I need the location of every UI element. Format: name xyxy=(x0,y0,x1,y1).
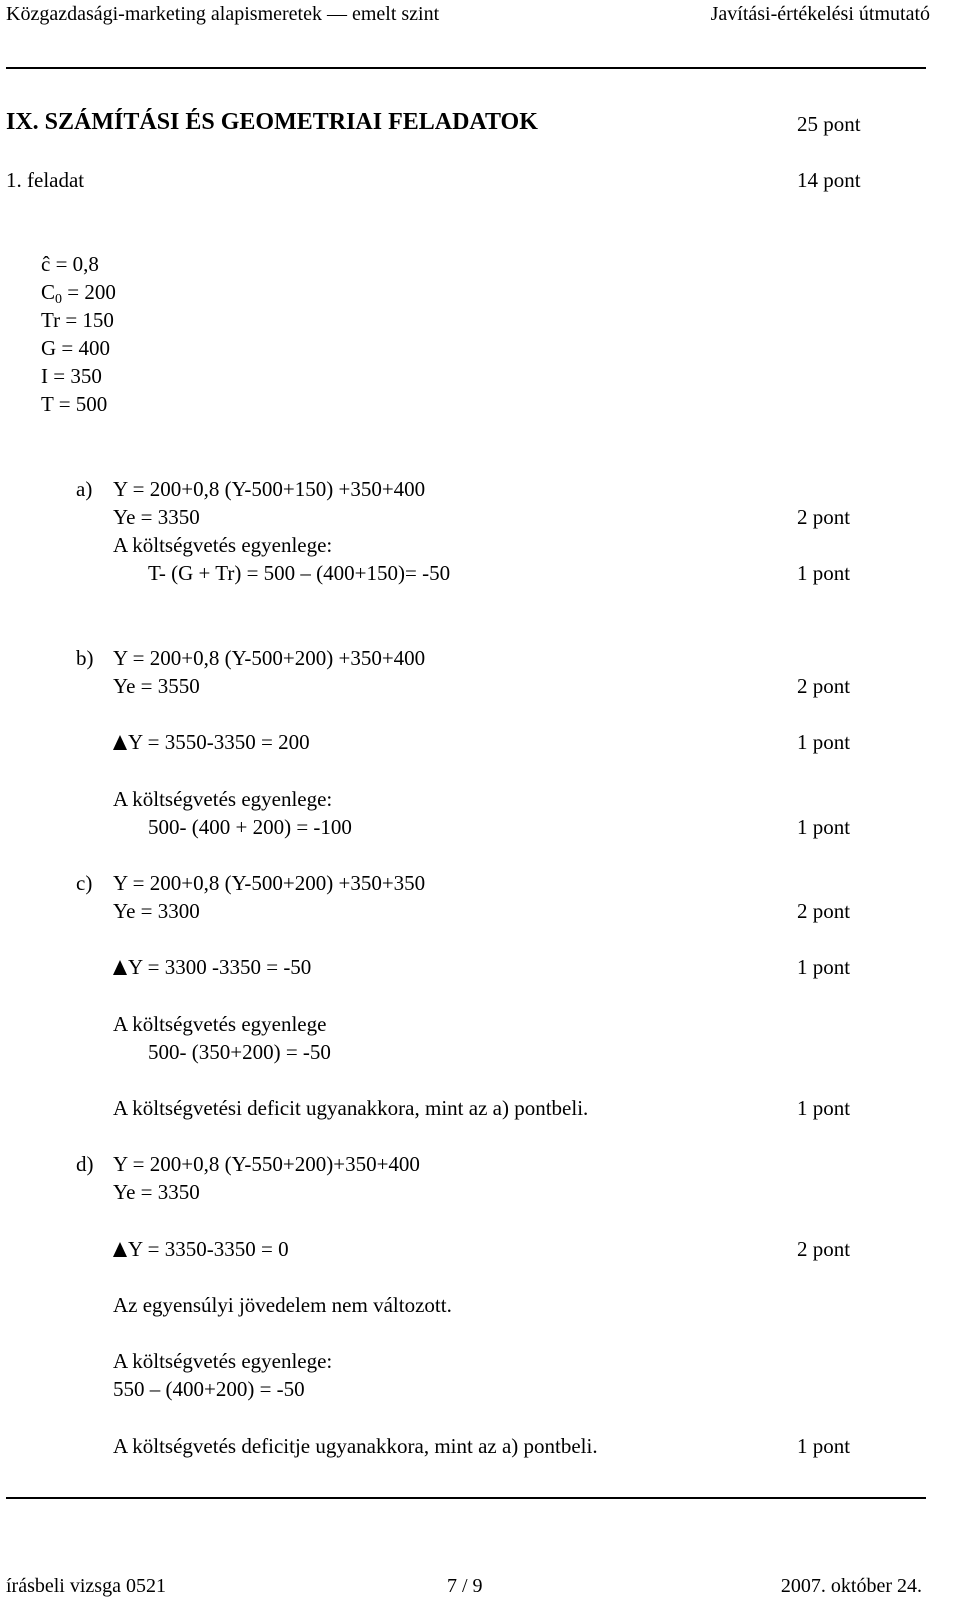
part-c-line2: Ye = 3300 xyxy=(113,899,200,923)
footer-date: 2007. október 24. xyxy=(780,1575,922,1597)
part-d-delta-line xyxy=(113,1235,289,1263)
part-d-points2: 1 pont xyxy=(797,1434,851,1458)
given-c-hat: ĉ = 0,8 xyxy=(41,252,99,276)
given-tr: Tr = 150 xyxy=(41,308,114,332)
part-d-marker: d) xyxy=(76,1152,94,1176)
part-d-line4: A költségvetés egyenlege: xyxy=(113,1349,333,1373)
part-a-points2: 1 pont xyxy=(797,561,851,585)
part-c-line1: Y = 200+0,8 (Y-500+200) +350+350 xyxy=(113,871,426,895)
part-d-line1: Y = 200+0,8 (Y-550+200)+350+400 xyxy=(113,1152,420,1176)
part-b-points2: 1 pont xyxy=(797,730,851,754)
footer-rule xyxy=(6,1497,926,1499)
part-b-line2: Ye = 3550 xyxy=(113,674,200,698)
footer-page-number: 7 / 9 xyxy=(447,1575,483,1597)
section-points: 25 pont xyxy=(797,112,861,136)
part-c-delta-line xyxy=(113,953,311,981)
part-c-line3: A költségvetés egyenlege xyxy=(113,1012,327,1036)
header-right: Javítási-értékelési útmutató xyxy=(710,3,930,25)
footer-left: írásbeli vizsga 0521 xyxy=(6,1575,166,1597)
header-rule xyxy=(6,67,926,69)
given-t: T = 500 xyxy=(41,392,108,416)
part-b-points1: 2 pont xyxy=(797,674,851,698)
part-c-line5: A költségvetési deficit ugyanakkora, mint az a) pontbeli. xyxy=(113,1096,589,1120)
part-c-points3: 1 pont xyxy=(797,1096,851,1120)
part-b-marker: b) xyxy=(76,646,94,670)
given-g: G = 400 xyxy=(41,336,111,360)
part-a-line4: T- (G + Tr) = 500 – (400+150)= -50 xyxy=(148,561,451,585)
part-a-line2: Ye = 3350 xyxy=(113,505,200,529)
delta-icon xyxy=(113,735,127,750)
part-b-line1: Y = 200+0,8 (Y-500+200) +350+400 xyxy=(113,646,426,670)
c0-value: = 200 xyxy=(62,280,116,304)
part-b-delta-line xyxy=(113,728,310,756)
part-d-line6: A költségvetés deficitje ugyanakkora, mint az a) pontbeli. xyxy=(113,1434,598,1458)
part-b-line3: A költségvetés egyenlege: xyxy=(113,787,333,811)
c0-subscript: 0 xyxy=(55,292,63,307)
part-d-line5: 550 – (400+200) = -50 xyxy=(113,1377,305,1401)
section-title: IX. SZÁMÍTÁSI ÉS GEOMETRIAI FELADATOK xyxy=(6,109,538,135)
task-points: 14 pont xyxy=(797,168,861,192)
part-c-delta-text: Y = 3300 -3350 = -50 xyxy=(128,955,312,979)
delta-icon xyxy=(113,960,127,975)
part-c-line4: 500- (350+200) = -50 xyxy=(148,1040,331,1064)
part-d-line3: Az egyensúlyi jövedelem nem változott. xyxy=(113,1293,452,1317)
part-d-delta-text: Y = 3350-3350 = 0 xyxy=(128,1237,289,1261)
part-c-points2: 1 pont xyxy=(797,955,851,979)
part-a-marker: a) xyxy=(76,477,93,501)
task-label: 1. feladat xyxy=(6,168,85,192)
part-b-points3: 1 pont xyxy=(797,815,851,839)
part-d-points1: 2 pont xyxy=(797,1237,851,1261)
c0-symbol: C xyxy=(41,280,56,304)
part-a-points1: 2 pont xyxy=(797,505,851,529)
part-b-line4: 500- (400 + 200) = -100 xyxy=(148,815,352,839)
delta-icon xyxy=(113,1242,127,1257)
given-i: I = 350 xyxy=(41,364,102,388)
part-c-marker: c) xyxy=(76,871,93,895)
part-b-delta-text: Y = 3550-3350 = 200 xyxy=(128,730,310,754)
part-c-points1: 2 pont xyxy=(797,899,851,923)
part-d-line2: Ye = 3350 xyxy=(113,1180,200,1204)
part-a-line3: A költségvetés egyenlege: xyxy=(113,533,333,557)
part-a-line1: Y = 200+0,8 (Y-500+150) +350+400 xyxy=(113,477,426,501)
header-left: Közgazdasági-marketing alapismeretek — emelt szint xyxy=(6,3,440,25)
